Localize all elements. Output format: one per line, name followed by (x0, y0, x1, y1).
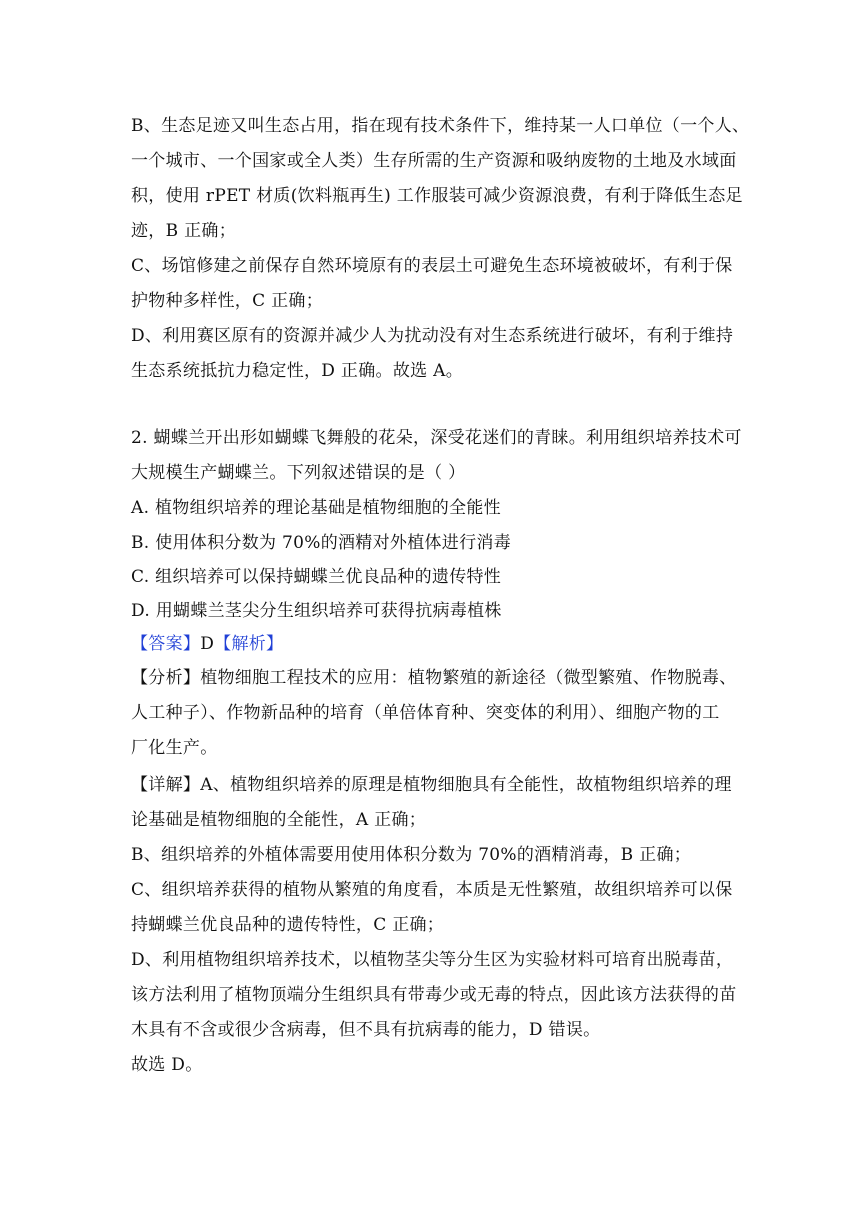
paragraph-line: 一个城市、一个国家或全人类）生存所需的生产资源和吸纳废物的土地及水域面 (131, 151, 737, 171)
fenxi-line (131, 667, 737, 689)
paragraph-line: B、生态足迹又叫生态占用，指在现有技术条件下，维持某一人口单位（一个人、 (131, 116, 750, 136)
question-stem-line: 大规模生产蝴蝶兰。下列叙述错误的是（ ） (131, 463, 466, 483)
xiangjie-line: D、利用植物组织培养技术，以植物茎尖等分生区为实验材料可培育出脱毒苗， (131, 950, 734, 970)
xiangjie-line: 持蝴蝶兰优良品种的遗传特性，C 正确； (131, 915, 445, 935)
xiangjie-line: 论基础是植物细胞的全能性，A 正确； (131, 810, 427, 830)
analysis-tag: 【解析】 (214, 634, 284, 654)
option-c: C. 组织培养可以保持蝴蝶兰优良品种的遗传特性 (131, 567, 502, 587)
xiangjie-line: 该方法利用了植物顶端分生组织具有带毒少或无毒的特点，因此该方法获得的苗 (131, 985, 737, 1005)
paragraph-line: 迹，B 正确； (131, 221, 236, 241)
xiangjie-line (131, 774, 732, 796)
fenxi-tag: 【分析】 (131, 668, 201, 688)
xiangjie-line: 故选 D。 (131, 1055, 203, 1075)
xiangjie-line: 木具有不含或很少含病毒，但不具有抗病毒的能力，D 错误。 (131, 1020, 601, 1040)
fenxi-line: 厂化生产。 (131, 738, 218, 758)
fenxi-line: 人工种子）、作物新品种的培育（单倍体育种、突变体的利用）、细胞产物的工 (131, 703, 720, 723)
xiangjie-line: B、组织培养的外植体需要用使用体积分数为 70%的酒精消毒，B 正确； (131, 845, 692, 865)
question-stem-line: 2. 蝴蝶兰开出形如蝴蝶飞舞般的花朵，深受花迷们的青睐。利用组织培养技术可 (131, 428, 742, 448)
answer-tag: 【答案】 (131, 634, 201, 654)
paragraph-line: C、场馆修建之前保存自然环境原有的表层土可避免生态环境被破坏，有利于保 (131, 256, 733, 276)
paragraph-line: 生态系统抵抗力稳定性，D 正确。故选 A。 (131, 361, 464, 381)
option-b: B. 使用体积分数为 70%的酒精对外植体进行消毒 (131, 533, 511, 553)
fenxi-text: 植物细胞工程技术的应用：植物繁殖的新途径（微型繁殖、作物脱毒、 (200, 668, 737, 688)
paragraph-line: 护物种多样性，C 正确； (131, 291, 324, 311)
answer-value: D (200, 634, 215, 654)
paragraph-line: D、利用赛区原有的资源并减少人为扰动没有对生态系统进行破坏，有利于维持 (131, 326, 734, 346)
answer-line (131, 633, 283, 655)
xiangjie-line: C、组织培养获得的植物从繁殖的角度看，本质是无性繁殖，故组织培养可以保 (131, 880, 733, 900)
xiangjie-tag: 【详解】 (131, 775, 201, 795)
xiangjie-text: A、植物组织培养的原理是植物细胞具有全能性，故植物组织培养的理 (200, 775, 732, 795)
option-a: A. 植物组织培养的理论基础是植物细胞的全能性 (131, 498, 501, 518)
option-d: D. 用蝴蝶兰茎尖分生组织培养可获得抗病毒植株 (131, 601, 502, 621)
paragraph-line: 积，使用 rPET 材质(饮料瓶再生) 工作服装可减少资源浪费，有利于降低生态足 (131, 186, 743, 206)
